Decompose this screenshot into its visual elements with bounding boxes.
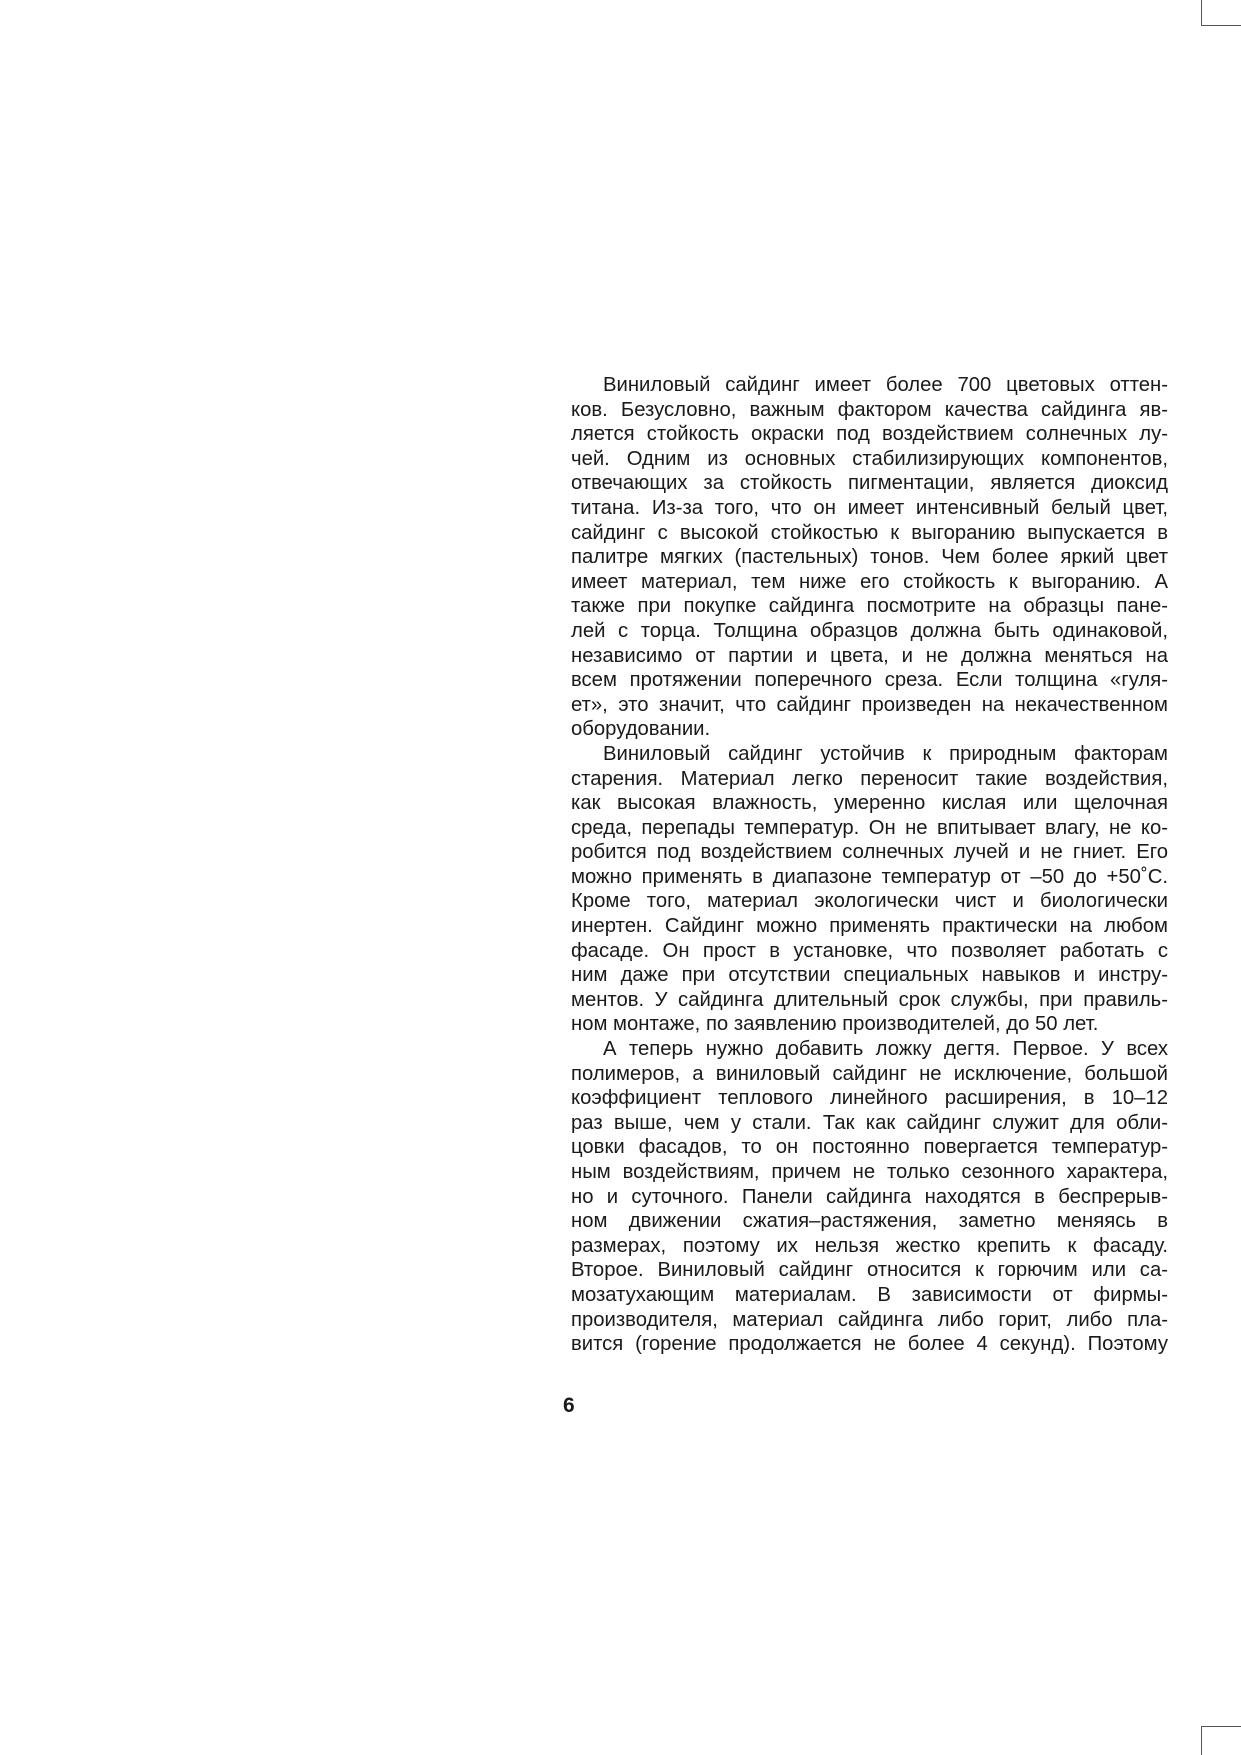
text-line: робится под воздействием солнечных лучей и не гниет. Его xyxy=(571,841,1168,864)
text-line: раз выше, чем у стали. Так как сайдинг служит для обли- xyxy=(571,1111,1168,1134)
text-line: Виниловый сайдинг имеет более 700 цветовых оттен- xyxy=(603,374,1168,396)
text-line: ном монтаже, по заявлению производителей, до 50 лет. xyxy=(571,1013,1099,1036)
paragraph-2 xyxy=(571,742,1168,1037)
crop-mark-bottom-vertical xyxy=(1201,1726,1202,1755)
crop-mark-top-horizontal xyxy=(1201,25,1241,26)
crop-mark-bottom-horizontal xyxy=(1201,1726,1241,1727)
text-line: Виниловый сайдинг устойчив к природным факторам xyxy=(603,742,1168,765)
text-line: всем протяжении поперечного среза. Если толщина «гуля- xyxy=(571,669,1168,692)
text-line: ным воздействиям, причем не только сезонного характера, xyxy=(571,1161,1168,1183)
text-line: инертен. Сайдинг можно применять практически на любом xyxy=(571,915,1168,938)
text-line: ментов. У сайдинга длительный срок службы, при правиль- xyxy=(571,988,1168,1011)
text-line: старения. Материал легко переносит такие воздействия, xyxy=(571,767,1168,790)
text-line: мозатухающим материалам. В зависимости от фирмы- xyxy=(571,1283,1168,1306)
text-line: цовки фасадов, то он постоянно повергается температур- xyxy=(571,1136,1168,1159)
text-line: Кроме того, материал экологически чист и биологически xyxy=(571,890,1168,913)
text-line: отвечающих за стойкость пигментации, является диоксид xyxy=(571,472,1168,495)
text-line: ет», это значит, что сайдинг произведен на некачественном xyxy=(571,693,1168,716)
text-line: ков. Безусловно, важным фактором качества сайдинга яв- xyxy=(571,398,1168,421)
text-line: фасаде. Он прост в установке, что позволяет работать с xyxy=(571,939,1168,962)
page-number: 6 xyxy=(563,1394,575,1417)
paragraph-3 xyxy=(571,1037,1168,1357)
text-line: Второе. Виниловый сайдинг относится к горючим или са- xyxy=(571,1259,1168,1282)
text-line: оборудовании. xyxy=(571,718,711,741)
text-line: А теперь нужно добавить ложку дегтя. Первое. У всех xyxy=(603,1038,1168,1061)
text-line: независимо от партии и цвета, и не должна меняться на xyxy=(571,644,1168,667)
text-line: ним даже при отсутствии специальных навыков и инстру- xyxy=(571,964,1168,987)
text-line: имеет материал, тем ниже его стойкость к выгоранию. А xyxy=(571,570,1168,593)
text-line: ном движении сжатия–растяжения, заметно меняясь в xyxy=(571,1210,1168,1233)
body-text xyxy=(571,373,1168,1357)
text-line: как высокая влажность, умеренно кислая или щелочная xyxy=(571,792,1168,815)
text-line: вится (горение продолжается не более 4 секунд). Поэтому xyxy=(571,1333,1168,1356)
paragraph-1 xyxy=(571,373,1168,742)
text-line: среда, перепады температур. Он не впитывает влагу, не ко- xyxy=(571,816,1168,839)
text-line: полимеров, а виниловый сайдинг не исключение, большой xyxy=(571,1062,1168,1085)
text-line: но и суточного. Панели сайдинга находятся в беспрерыв- xyxy=(571,1185,1168,1208)
text-line: палитре мягких (пастельных) тонов. Чем более яркий цвет xyxy=(571,546,1168,569)
text-line: лей с торца. Толщина образцов должна быть одинаковой, xyxy=(571,619,1168,642)
text-line: производителя, материал сайдинга либо горит, либо пла- xyxy=(571,1308,1168,1331)
text-line: также при покупке сайдинга посмотрите на образцы пане- xyxy=(571,595,1168,618)
text-line: можно применять в диапазоне температур от –50 до +50˚С. xyxy=(571,865,1168,888)
text-line: коэффициент теплового линейного расширения, в 10–12 xyxy=(571,1087,1168,1110)
text-line: сайдинг с высокой стойкостью к выгоранию выпускается в xyxy=(571,521,1168,544)
text-line: чей. Одним из основных стабилизирующих компонентов, xyxy=(571,447,1168,470)
text-line: размерах, поэтому их нельзя жестко крепить к фасаду. xyxy=(571,1234,1168,1257)
text-line: ляется стойкость окраски под воздействием солнечных лу- xyxy=(571,423,1168,446)
crop-mark-top-vertical xyxy=(1201,0,1202,26)
text-line: титана. Из-за того, что он имеет интенсивный белый цвет, xyxy=(571,496,1168,519)
